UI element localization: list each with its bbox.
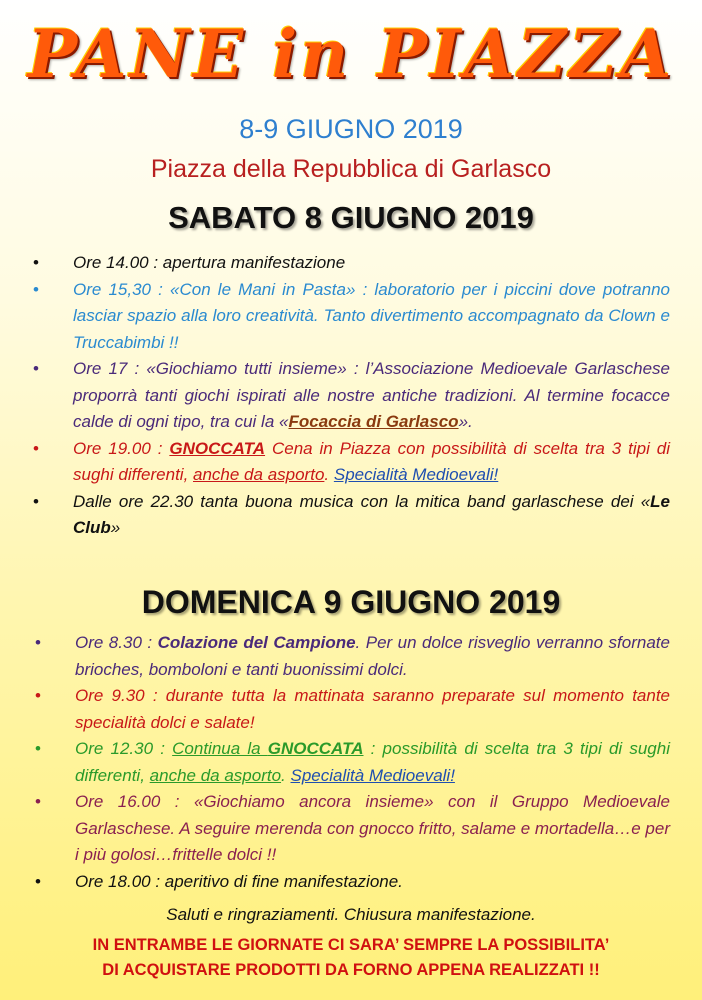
event-text: Ore 12.30 : <box>75 739 173 758</box>
event-text: Ore 18.00 : aperitivo di fine manifestazione. <box>75 871 403 891</box>
bullet-icon: • <box>35 792 41 811</box>
poster-title: PANE in PIAZZA <box>27 15 675 93</box>
sunday-event-list <box>35 630 670 895</box>
takeaway-link[interactable]: anche da asporto <box>193 465 325 484</box>
bullet-icon: • <box>35 633 41 652</box>
event-location: Piazza della Repubblica di Garlasco <box>150 155 552 183</box>
final-notice-line-2: DI ACQUISTARE PRODOTTI DA FORNO APPENA REALIZZATI !! <box>102 961 600 979</box>
event-text: Ore 17 : «Giochiamo tutti insieme» : l’Associazione Medioevale Garlaschese proporrà tanti giochi ispirati alle nostre antiche tradizioni. Al termine focacce calde di ogni tipo, tra cui la « <box>73 359 670 431</box>
medieval-specialties-link[interactable]: Specialità Medioevali! <box>333 465 499 484</box>
event-text-mid: : possibilità di scelta tra 3 tipi di sughi differenti, <box>75 739 670 785</box>
list-item <box>35 683 670 736</box>
bullet-icon: • <box>35 871 41 891</box>
list-item <box>35 630 670 683</box>
closing-text: Saluti e ringraziamenti. Chiusura manifestazione. <box>166 905 536 924</box>
list-item <box>35 736 670 789</box>
list-item <box>33 356 670 436</box>
focaccia-highlight: Focaccia di Garlasco <box>288 412 459 431</box>
list-item <box>33 436 670 489</box>
bullet-icon: • <box>33 253 39 272</box>
event-text-end: . Per un dolce risveglio verranno sfornate brioches, bomboloni e tanti buonissimi dolci. <box>75 633 670 679</box>
event-text: Ore 9.30 : durante tutta la mattinata saranno preparate sul momento tante specialità dolci e salate! <box>75 686 670 732</box>
event-text-end: ». <box>458 412 473 431</box>
event-text: Ore 15,30 : «Con le Mani in Pasta» : laboratorio per i piccini dove potranno lasciar spazio alla loro creatività. Tanto divertimento accompagnato da Clown e Truccabimbi !! <box>73 279 670 352</box>
list-item <box>33 277 670 357</box>
bullet-icon: • <box>35 739 41 758</box>
bullet-icon: • <box>33 491 39 511</box>
event-dates: 8-9 GIUGNO 2019 <box>239 114 463 144</box>
event-text: Dalle ore 22.30 tanta buona musica con la mitica band garlaschese dei « <box>73 491 651 511</box>
sunday-heading: DOMENICA 9 GIUGNO 2019 <box>141 584 561 620</box>
bullet-icon: • <box>35 686 41 705</box>
final-notice-line-1: IN ENTRAMBE LE GIORNATE CI SARA’ SEMPRE LA POSSIBILITA’ <box>92 936 610 954</box>
event-text: Ore 14.00 : apertura manifestazione <box>73 253 346 272</box>
list-item <box>33 489 670 542</box>
gnoccata-highlight: GNOCCATA <box>267 739 364 758</box>
takeaway-link[interactable]: anche da asporto <box>149 765 282 785</box>
list-item <box>35 869 670 896</box>
medieval-specialties-link[interactable]: Specialità Medioevali! <box>290 765 455 785</box>
event-text-sep: . <box>324 465 334 484</box>
event-text: Ore 16.00 : «Giochiamo ancora insieme» con il Gruppo Medioevale Garlaschese. A seguire merenda con gnocco fritto, salame e mortadella…e per i più golosi…frittelle dolci !! <box>75 792 670 864</box>
band-name: Le Club <box>73 491 670 537</box>
continue-link[interactable]: Continua la <box>172 739 268 758</box>
saturday-heading: SABATO 8 GIUGNO 2019 <box>168 200 534 235</box>
breakfast-highlight: Colazione del Campione <box>157 633 356 652</box>
bullet-icon: • <box>33 359 39 378</box>
event-text: Ore 8.30 : <box>75 633 158 652</box>
saturday-event-list <box>33 250 670 542</box>
event-text-sep: . <box>281 765 291 785</box>
event-text-end: » <box>110 518 121 537</box>
event-text: Ore 19.00 : <box>73 438 170 458</box>
list-item <box>33 250 670 277</box>
gnoccata-highlight: GNOCCATA <box>169 438 266 458</box>
bullet-icon: • <box>33 438 39 458</box>
bullet-icon: • <box>33 279 39 299</box>
event-text-mid: Cena in Piazza con possibilità di scelta tra 3 tipi di sughi differenti, <box>73 438 670 484</box>
list-item <box>35 789 670 869</box>
